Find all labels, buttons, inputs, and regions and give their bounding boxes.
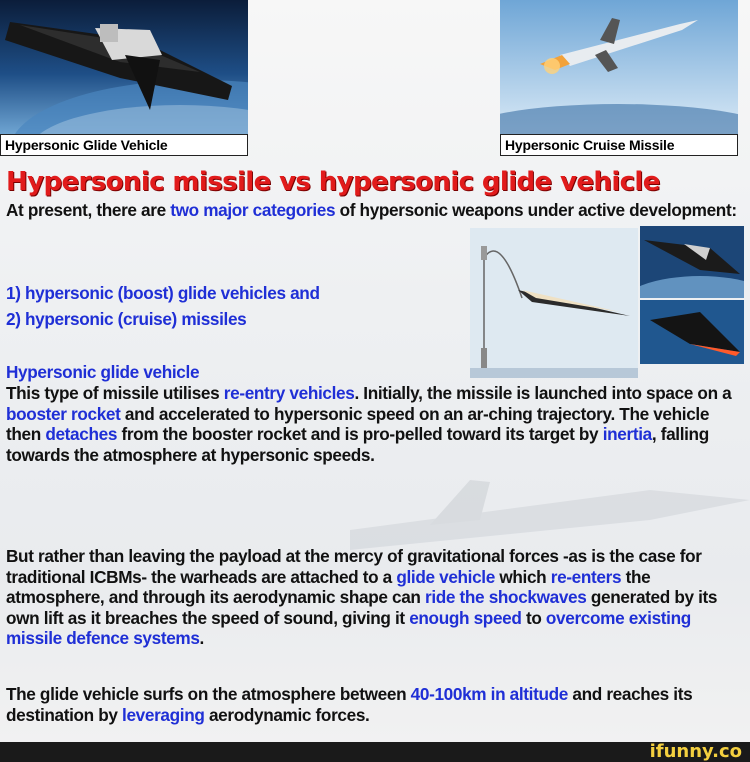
intro-text-b: of hypersonic weapons under active development: — [335, 200, 737, 220]
p2-text-c: the atmosphere, and through its aerodynamic shape can — [6, 566, 651, 607]
watermark-bar — [0, 742, 750, 762]
keyword-altitude: 40-100km in altitude — [410, 684, 568, 704]
list-item-2: 2) hypersonic (cruise) missiles — [6, 309, 247, 329]
p3-text-b: and reaches its destination by — [6, 684, 693, 725]
cruise-missile-caption: Hypersonic Cruise Missile — [500, 134, 738, 156]
glide-vehicle-render-top — [640, 226, 744, 298]
page-title: Hypersonic missile vs hypersonic glide vehicle — [6, 167, 660, 197]
paragraph-1 — [6, 383, 746, 465]
p2-text-e: to — [521, 607, 546, 628]
keyword-enough-speed: enough speed — [409, 607, 522, 628]
p3-text-a: The glide vehicle surfs on the atmosphere between — [6, 684, 411, 704]
keyword-re-entry-vehicles: re-entry vehicles — [223, 383, 355, 403]
p1-text-e: , falling towards the atmosphere at hypersonic speeds. — [6, 424, 709, 465]
ifunny-watermark: ifunny.co — [649, 741, 742, 762]
p2-text-f: . — [199, 628, 204, 648]
keyword-ride-the-shockwaves: ride the shockwaves — [424, 587, 587, 607]
keyword-detaches: detaches — [45, 424, 118, 444]
trajectory-diagram-image — [470, 228, 638, 378]
section-heading: Hypersonic glide vehicle — [6, 362, 200, 382]
paragraph-3 — [6, 684, 746, 725]
intro-paragraph — [6, 200, 742, 221]
p2-text-b: which — [494, 566, 551, 587]
glide-vehicle-image — [0, 0, 248, 134]
p1-text-d: from the booster rocket and is pro-pelled toward its target by — [117, 424, 603, 444]
glide-vehicle-render-bottom — [640, 300, 744, 364]
keyword-two-major-categories: two major categories — [170, 200, 336, 220]
keyword-inertia: inertia — [602, 424, 652, 444]
keyword-re-enters: re-enters — [550, 566, 622, 587]
paragraph-2 — [6, 546, 746, 649]
p3-text-c: aerodynamic forces. — [204, 704, 370, 725]
p1-text-c: and accelerated to hypersonic speed on an ar-ching trajectory. The vehicle then — [6, 403, 710, 444]
keyword-booster-rocket: booster rocket — [6, 403, 121, 424]
p2-text-a: But rather than leaving the payload at the mercy of gravitational forces -as is the case for traditional ICBMs- the warheads are attached to a — [6, 546, 702, 587]
p2-text-d: generated by its own lift as it breaches the speed of sound, giving it — [6, 587, 718, 628]
keyword-glide-vehicle: glide vehicle — [396, 566, 495, 587]
glide-vehicle-caption: Hypersonic Glide Vehicle — [0, 134, 248, 156]
intro-text-a: At present, there are — [6, 200, 171, 220]
list-item-1: 1) hypersonic (boost) glide vehicles and — [6, 283, 320, 303]
p1-text-b: . Initially, the missile is launched into space on a — [354, 383, 732, 403]
cruise-missile-image — [500, 0, 738, 134]
keyword-overcome-missile-defence: overcome existing missile defence systems — [6, 607, 691, 648]
p1-text-a: This type of missile utilises — [6, 383, 224, 403]
keyword-leveraging: leveraging — [122, 704, 205, 725]
